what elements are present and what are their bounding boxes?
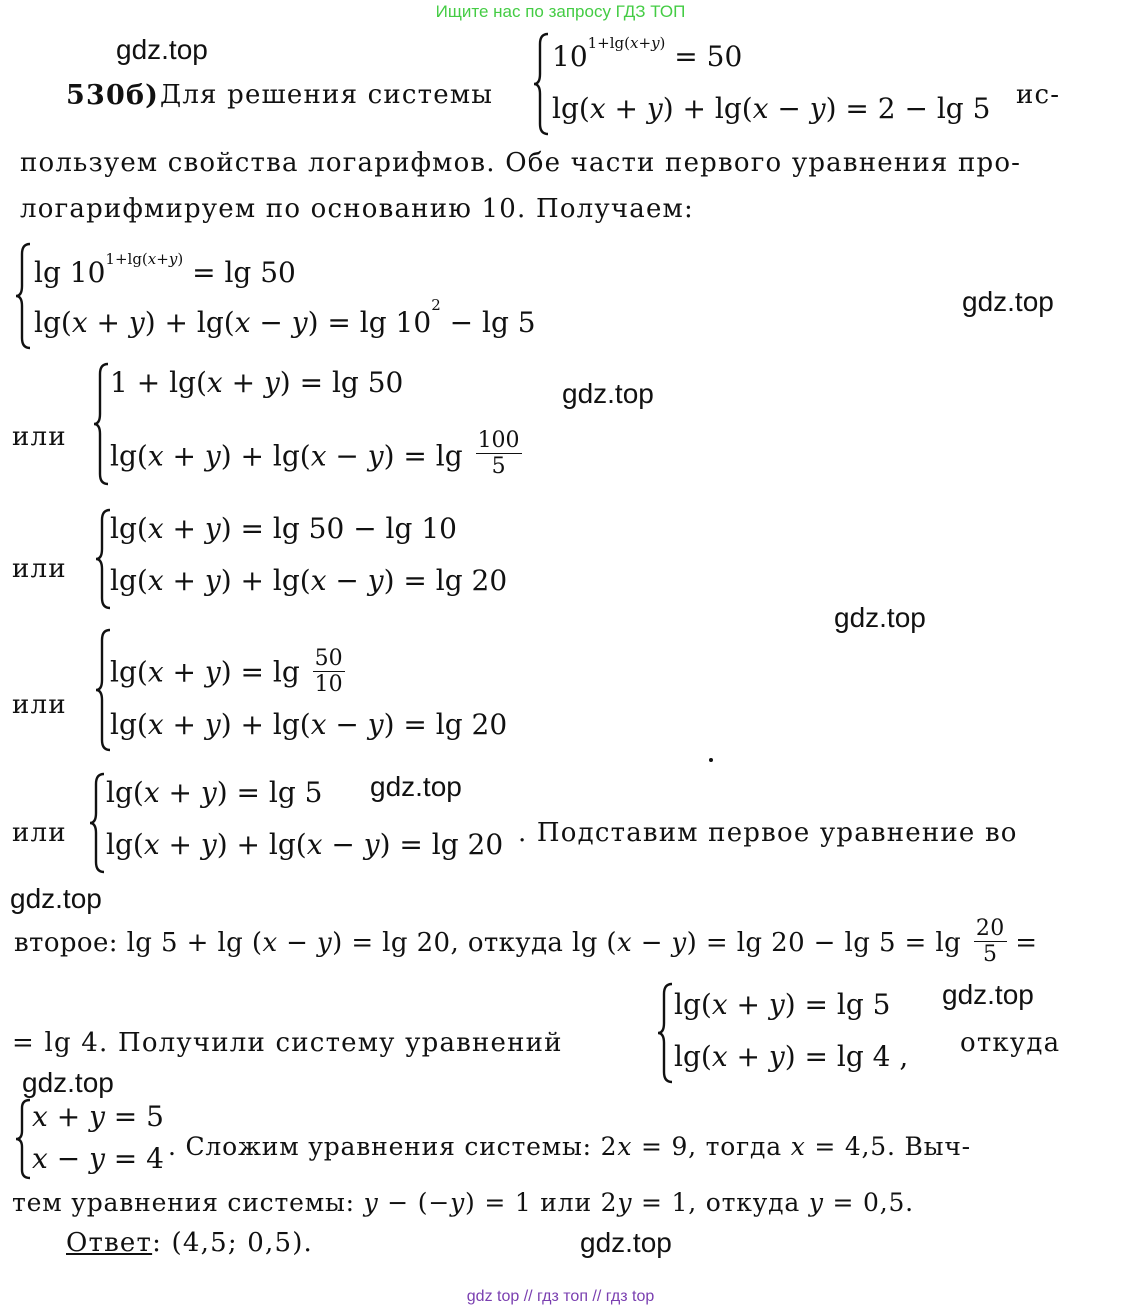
answer-value: : (4,5; 0,5). <box>152 1228 314 1258</box>
problem-line-3: логарифмируем по основанию 10. Получаем: <box>20 194 694 224</box>
watermark: gdz.top <box>942 979 1034 1010</box>
text-lg4: = lg 4. Получили систему уравнений <box>12 1028 563 1058</box>
watermark: gdz.top <box>10 883 102 914</box>
system-5-eq-2: lg(x + y) + lg(x − y) = lg 20 <box>106 828 504 861</box>
text-otkuda: откуда <box>960 1028 1061 1058</box>
connector-or: или <box>12 690 67 720</box>
system-3-eq-2: lg(x + y) + lg(x − y) = lg 20 <box>110 564 508 597</box>
system-2-eq-1: 1 + lg(x + y) = lg 50 <box>110 366 404 399</box>
brace-icon <box>14 240 34 352</box>
brace-icon <box>532 30 552 138</box>
system-4-eq-1: lg(x + y) = lg $\frac{50}{10}$ <box>110 646 343 698</box>
watermark: gdz.top <box>962 286 1054 317</box>
problem-line-2: пользуем свойства логарифмов. Обе части первого уравнения про- <box>20 148 1022 178</box>
problem-intro: Для решения системы <box>160 80 494 110</box>
system-1-eq-1: $\lg 10^{1+lg(x+y)} = \lg 50$ <box>34 250 296 289</box>
answer <box>66 1228 313 1258</box>
problem-number: 530б) <box>66 80 160 111</box>
watermark: gdz.top <box>834 602 926 633</box>
brace-icon <box>92 360 112 488</box>
watermark: gdz.top <box>22 1067 114 1098</box>
intro-hyphen: ис- <box>1016 80 1061 110</box>
top-banner: Ищите нас по запросу ГДЗ ТОП <box>435 2 686 21</box>
system-1-eq-2: $\lg(x + y) + \lg(x - y) = \lg 10^2 - \lg 5$ <box>34 296 536 339</box>
text-second: второе: lg 5 + lg (x − y) = lg 20, откуда lg (x − y) = lg 20 − lg 5 = lg $\frac{20}{5}$ = <box>14 916 1038 968</box>
system-5-eq-1: lg(x + y) = lg 5 <box>106 776 323 809</box>
brace-icon <box>14 1096 34 1182</box>
text-substitute: . Подставим первое уравнение во <box>518 818 1018 848</box>
brace-icon <box>88 770 108 876</box>
brace-icon <box>656 980 676 1086</box>
system-4-eq-2: lg(x + y) + lg(x − y) = lg 20 <box>110 708 508 741</box>
stray-dot <box>709 758 713 762</box>
answer-label: Ответ <box>66 1228 153 1258</box>
watermark: gdz.top <box>562 378 654 409</box>
text-subtract: тем уравнения системы: y − (−y) = 1 или 2y = 1, откуда y = 0,5. <box>12 1188 914 1217</box>
system-3-eq-1: lg(x + y) = lg 50 − lg 10 <box>110 512 457 545</box>
system-6-eq-2: lg(x + y) = lg 4 , <box>674 1040 909 1073</box>
watermark: gdz.top <box>580 1227 672 1258</box>
connector-or: или <box>12 818 67 848</box>
connector-or: или <box>12 422 67 452</box>
system-7-eq-2: x − y = 4 <box>32 1142 164 1175</box>
system-2-eq-2: lg(x + y) + lg(x − y) = lg $\frac{100}{5}$ <box>110 428 520 480</box>
system-6-eq-1: lg(x + y) = lg 5 <box>674 988 891 1021</box>
footer: gdz top // гдз топ // гдз top <box>466 1288 655 1305</box>
system-0-eq-2: lg(x + y) + lg(x − y) = 2 − lg 5 <box>552 92 991 125</box>
watermark: gdz.top <box>116 34 208 65</box>
text-add: . Сложим уравнения системы: 2x = 9, тогда x = 4,5. Выч- <box>168 1132 971 1161</box>
system-0-eq-1: $10^{1+lg(x+y)} = 50$ <box>552 34 743 73</box>
watermark: gdz.top <box>370 771 462 802</box>
connector-or: или <box>12 554 67 584</box>
system-7-eq-1: x + y = 5 <box>32 1100 164 1133</box>
